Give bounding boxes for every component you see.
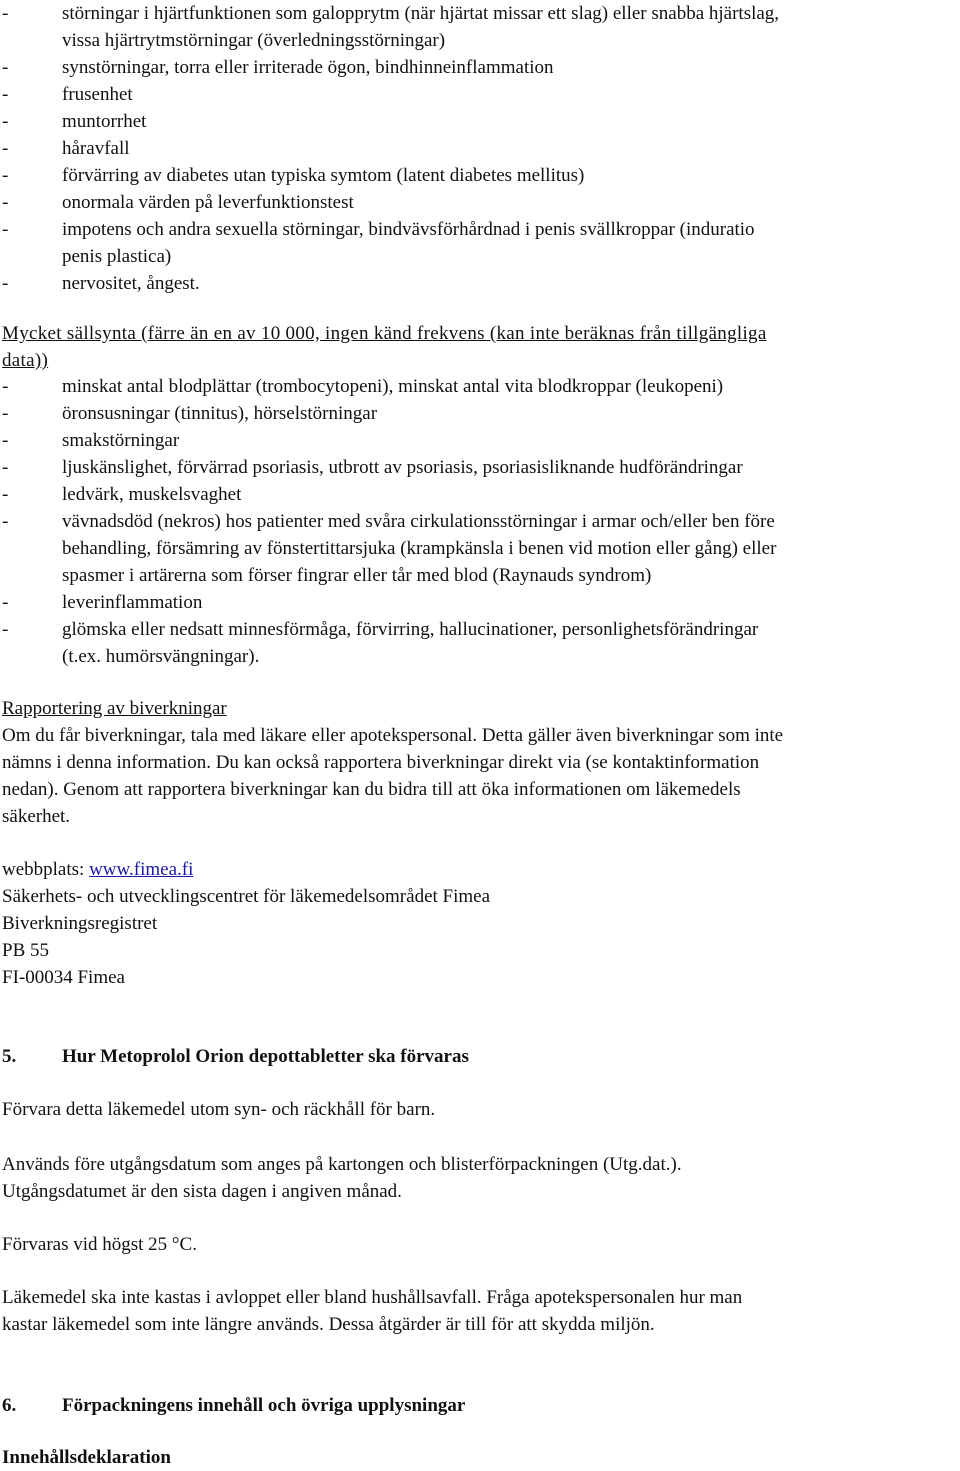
list-item-line: muntorrhet (62, 111, 147, 132)
section-title: Hur Metoprolol Orion depottabletter ska förvaras (62, 1046, 469, 1067)
list-item-line: penis plastica) (62, 246, 172, 267)
list-dash: - (2, 273, 9, 294)
list-dash: - (2, 430, 9, 451)
list-dash: - (2, 457, 9, 478)
storage-paragraph-line: Används före utgångsdatum som anges på kartongen och blisterförpackningen (Utg.dat.). (2, 1154, 682, 1175)
list-dash: - (2, 619, 9, 640)
address-line: PB 55 (2, 940, 49, 961)
section-number: 5. (2, 1046, 17, 1067)
reporting-heading: Rapportering av biverkningar (2, 698, 227, 719)
website-row (2, 856, 193, 883)
list-item-line: spasmer i artärerna som förser fingrar eller tår med blod (Raynauds syndrom) (62, 565, 652, 586)
list-item-line: onormala värden på leverfunktionstest (62, 192, 354, 213)
list-dash: - (2, 138, 9, 159)
list-dash: - (2, 3, 9, 24)
list-item-line: ledvärk, muskelsvaghet (62, 484, 242, 505)
list-item-line: synstörningar, torra eller irriterade ögon, bindhinneinflammation (62, 57, 554, 78)
list-item-line: frusenhet (62, 84, 133, 105)
list-item-line: (t.ex. humörsvängningar). (62, 646, 260, 667)
list-dash: - (2, 376, 9, 397)
list-item-line: öronsusningar (tinnitus), hörselstörningar (62, 403, 378, 424)
reporting-paragraph-line: nämns i denna information. Du kan också rapportera biverkningar direkt via (se kontaktinformation (2, 752, 760, 773)
storage-paragraph-line: Förvaras vid högst 25 °C. (2, 1234, 197, 1255)
list-item-line: håravfall (62, 138, 130, 159)
list-dash: - (2, 165, 9, 186)
reporting-paragraph-line: säkerhet. (2, 806, 71, 827)
address-line: Biverkningsregistret (2, 913, 158, 934)
website-link[interactable]: www.fimea.fi (89, 859, 194, 880)
list-dash: - (2, 484, 9, 505)
storage-paragraph-line: Läkemedel ska inte kastas i avloppet eller bland hushållsavfall. Fråga apotekspersonalen hur man (2, 1287, 743, 1308)
storage-paragraph-line: Utgångsdatumet är den sista dagen i angiven månad. (2, 1181, 402, 1202)
list-item-line: minskat antal blodplättar (trombocytopeni), minskat antal vita blodkroppar (leukopeni) (62, 376, 724, 397)
list-item-line: behandling, försämring av fönstertittarsjuka (krampkänsla i benen vid motion eller gång) eller (62, 538, 777, 559)
website-label: webbplats: (2, 859, 90, 880)
section-title: Förpackningens innehåll och övriga upplysningar (62, 1395, 466, 1416)
subheading: Innehållsdeklaration (2, 1447, 171, 1468)
list-item-line: impotens och andra sexuella störningar, bindvävsförhårdnad i penis svällkroppar (induratio (62, 219, 755, 240)
list-item-line: förvärring av diabetes utan typiska symtom (latent diabetes mellitus) (62, 165, 585, 186)
list-dash: - (2, 592, 9, 613)
list-item-line: ljuskänslighet, förvärrad psoriasis, utbrott av psoriasis, psoriasisliknande hudförändringar (62, 457, 743, 478)
list-dash: - (2, 84, 9, 105)
frequency-heading: data)) (2, 350, 49, 371)
storage-paragraph-line: kastar läkemedel som inte längre används. Dessa åtgärder är till för att skydda miljön. (2, 1314, 655, 1335)
list-item-line: smakstörningar (62, 430, 180, 451)
list-item-line: störningar i hjärtfunktionen som galopprytm (när hjärtat missar ett slag) eller snabba hjärtslag, (62, 3, 780, 24)
reporting-paragraph-line: nedan). Genom att rapportera biverkningar kan du bidra till att öka informationen om läkemedels (2, 779, 741, 800)
list-dash: - (2, 111, 9, 132)
list-item-line: glömska eller nedsatt minnesförmåga, förvirring, hallucinationer, personlighetsförändringar (62, 619, 759, 640)
list-dash: - (2, 403, 9, 424)
list-item-line: leverinflammation (62, 592, 203, 613)
address-line: FI-00034 Fimea (2, 967, 125, 988)
list-dash: - (2, 192, 9, 213)
storage-paragraph-line: Förvara detta läkemedel utom syn- och räckhåll för barn. (2, 1099, 436, 1120)
frequency-heading: Mycket sällsynta (färre än en av 10 000, ingen känd frekvens (kan inte beräknas från tillgängliga (2, 323, 767, 344)
list-item-line: vissa hjärtrytmstörningar (överledningsstörningar) (62, 30, 446, 51)
list-item-line: nervositet, ångest. (62, 273, 200, 294)
address-line: Säkerhets- och utvecklingscentret för läkemedelsområdet Fimea (2, 886, 491, 907)
list-dash: - (2, 219, 9, 240)
list-dash: - (2, 511, 9, 532)
section-number: 6. (2, 1395, 17, 1416)
list-item-line: vävnadsdöd (nekros) hos patienter med svåra cirkulationsstörningar i armar och/eller ben före (62, 511, 775, 532)
list-dash: - (2, 57, 9, 78)
reporting-paragraph-line: Om du får biverkningar, tala med läkare eller apotekspersonal. Detta gäller även biverkningar som inte (2, 725, 784, 746)
